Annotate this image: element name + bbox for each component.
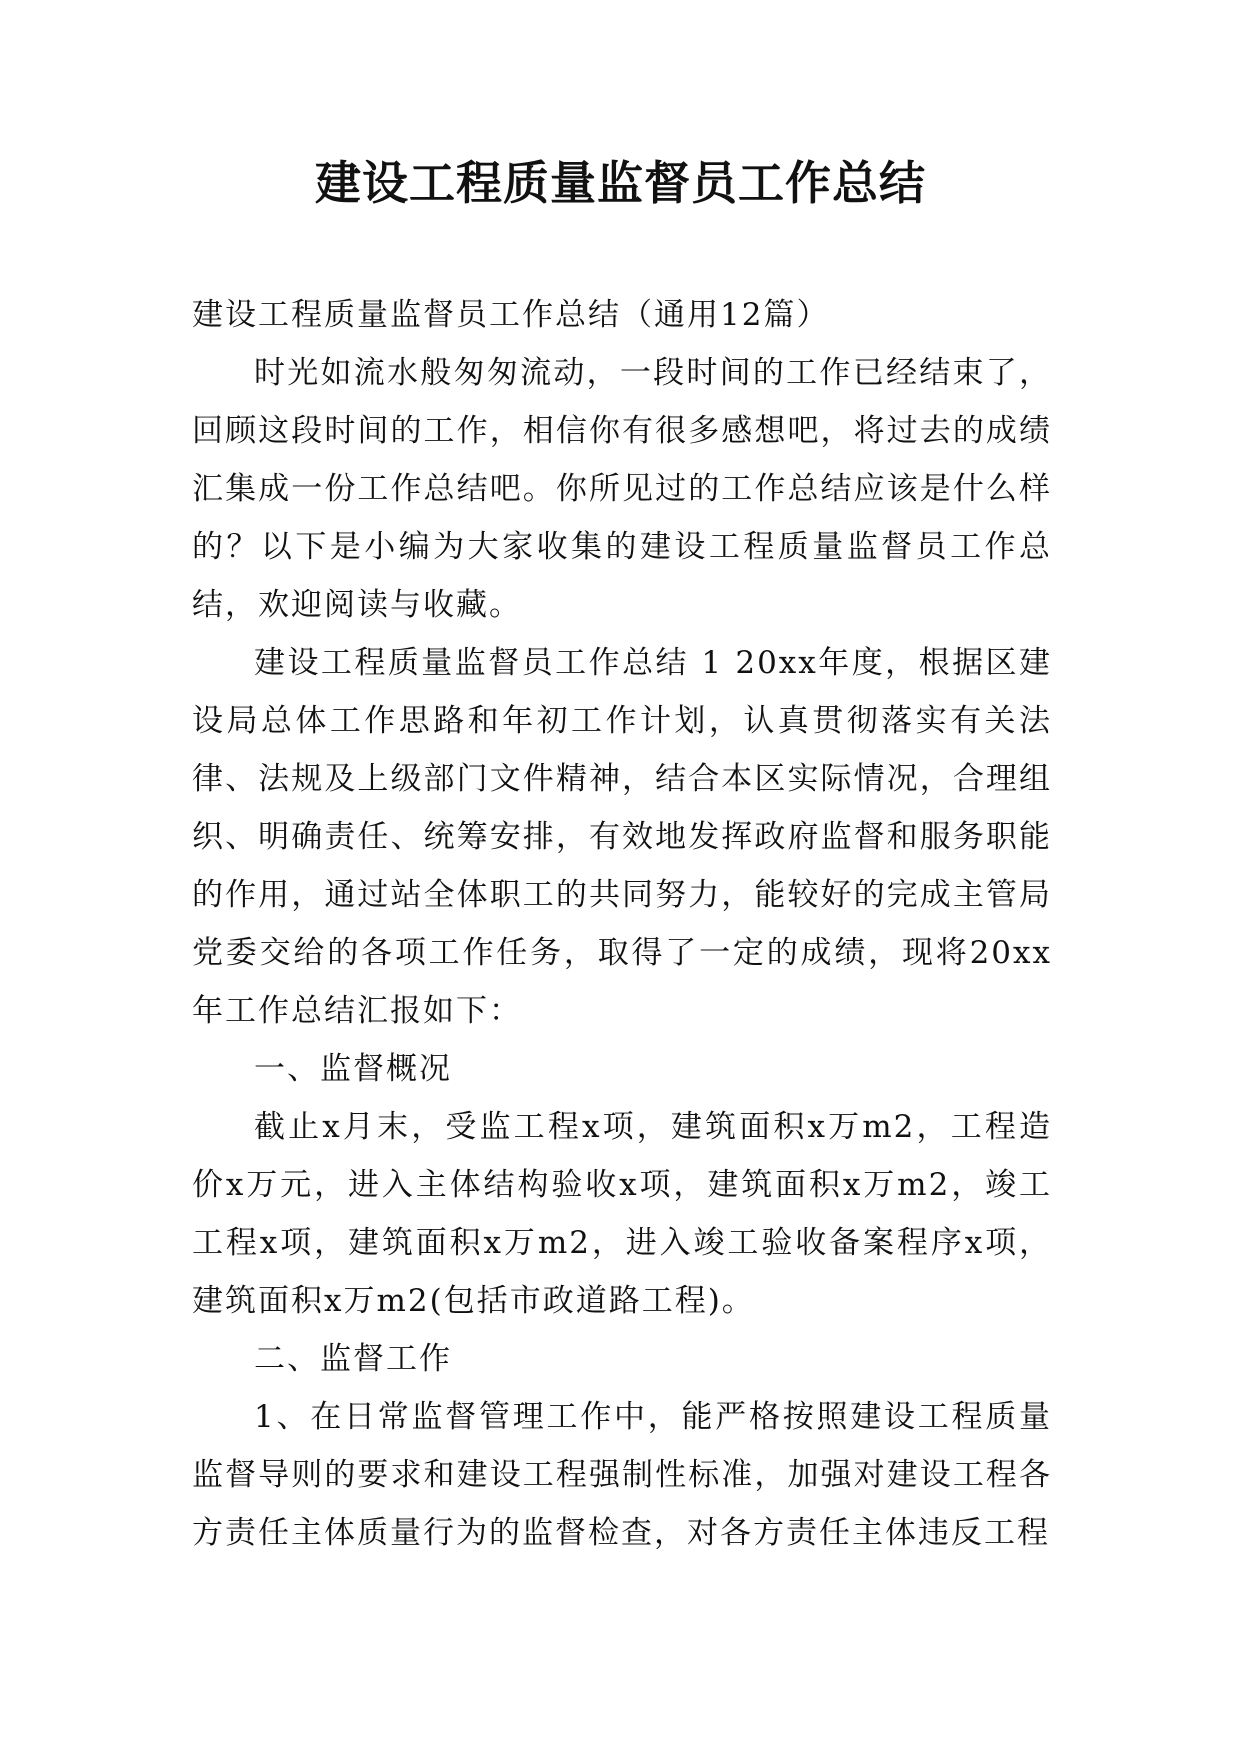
section-heading-supervision: 二、监督工作 (254, 1341, 452, 1377)
document-title: 建设工程质量监督员工作总结 (315, 156, 926, 210)
subtitle-paragraph: 建设工程质量监督员工作总结（通用12篇） (192, 297, 830, 333)
supervision-paragraph-1: 1、在日常监督管理工作中，能严格按照建设工程质量监督导则的要求和建设工程强制性标准，加强对建设工程各方责任主体质量行为的监督检查，对各方责任主体违反工程 (192, 1399, 1052, 1551)
summary-paragraph-1: 建设工程质量监督员工作总结 1 20xx年度，根据区建设局总体工作思路和年初工作计划，认真贯彻落实有关法律、法规及上级部门文件精神，结合本区实际情况，合理组织、明确责任、统筹安排，有效地发挥政府监督和服务职能的作用，通过站全体职工的共同努力，能较好的完成主管局党委交给的各项工作任务，取得了一定的成绩，现将20xx年工作总结汇报如下： (192, 645, 1052, 1029)
section-heading-overview: 一、监督概况 (254, 1051, 452, 1087)
overview-paragraph: 截止x月末，受监工程x项，建筑面积x万m2，工程造价x万元，进入主体结构验收x项，建筑面积x万m2，竣工工程x项，建筑面积x万m2，进入竣工验收备案程序x项，建筑面积x万m2(包括市政道路工程)。 (192, 1109, 1052, 1319)
intro-paragraph: 时光如流水般匆匆流动，一段时间的工作已经结束了，回顾这段时间的工作，相信你有很多感想吧，将过去的成绩汇集成一份工作总结吧。你所见过的工作总结应该是什么样的？以下是小编为大家收集的建设工程质量监督员工作总结，欢迎阅读与收藏。 (192, 355, 1052, 623)
document-body (192, 286, 1052, 1562)
